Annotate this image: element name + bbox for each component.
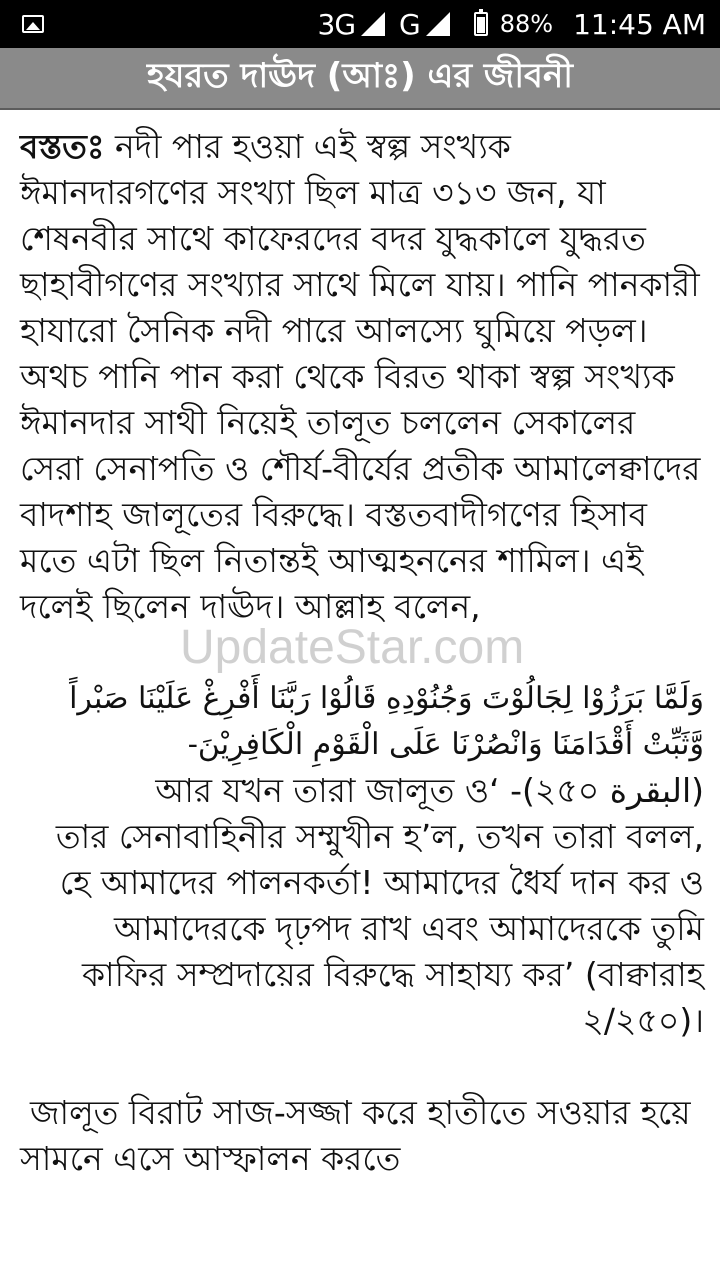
watermark: UpdateStar.com [180,621,525,674]
article-body[interactable] [20,124,704,1182]
verse-translation: তার সেনাবাহিনীর সম্মুখীন হ’ল, তখন তারা বলল, হে আমাদের পালনকর্তা! আমাদের ধৈর্য দান কর ও আমাদেরকে দৃঢ়পদ রাখ এবং আমাদেরকে তুমি কাফির সম্প্রদায়ের বিরুদ্ধে সাহায্য কর’ (বাক্বারাহ ২/২৫০)। [55,817,704,1040]
quran-verse-block [20,676,704,1044]
lead-word: বস্ততঃ [20,127,105,166]
app-title-bar [0,48,720,110]
battery-percent: 88% [499,10,554,38]
page-title: হযরত দাঊদ (আঃ) এর জীবনী [147,55,573,96]
paragraph-3: জালূত বিরাট সাজ-সজ্জা করে হাতীতে সওয়ার হয়ে সামনে এসে আস্ফালন করতে [20,1093,691,1178]
paragraph-1 [20,124,704,630]
arabic-verse: وَلَمَّا بَرَزُوْا لِجَالُوْتَ وَجُنُوْدِهِ قَالُوْا رَبَّنَا أَفْرِغْ عَلَيْنَا صَبْراً وَّثَبِّتْ أَقْدَامَنَا وَانْصُرْنَا عَلَى الْقَوْمِ الْكَافِرِيْنَ- [69,681,704,762]
paragraph-1-text: নদী পার হওয়া এই স্বল্প সংখ্যক ঈমানদারগণের সংখ্যা ছিল মাত্র ৩১৩ জন, যা শেষনবীর সাথে কাফেরদের বদর যুদ্ধকালে যুদ্ধরত ছাহাবীগণের সংখ্যার সাথে মিলে যায়। পানি পানকারী হাযারো সৈনিক নদী পারে আলস্যে ঘুমিয়ে পড়ল। অথচ পানি পান করা থেকে বিরত থাকা স্বল্প সংখ্যক ঈমানদার সাথী নিয়েই তালূত চললেন সেকালের সেরা সেনাপতি ও শৌর্য-বীর্যের প্রতীক আমালেক্বাদের বাদশাহ জালূতের বিরুদ্ধে। বস্ততবাদীগণের হিসাব মতে এটা ছিল নিতান্তই আত্মহননের শামিল। এই দলেই ছিলেন দাঊদ। আল্লাহ বলেন, [20,127,701,626]
verse-reference: (البقرة ২৫০)- ‘আর যখন তারা জালূত ও [155,771,704,810]
status-bar [0,0,720,48]
network-3g-label: 3G [317,7,356,41]
battery-icon [474,12,488,36]
gallery-notification-icon [22,15,44,33]
clock: 11:45 AM [573,7,706,41]
signal-strength-icon [361,12,385,36]
signal-strength-icon-2 [426,12,450,36]
network-g-label: G [399,7,420,41]
